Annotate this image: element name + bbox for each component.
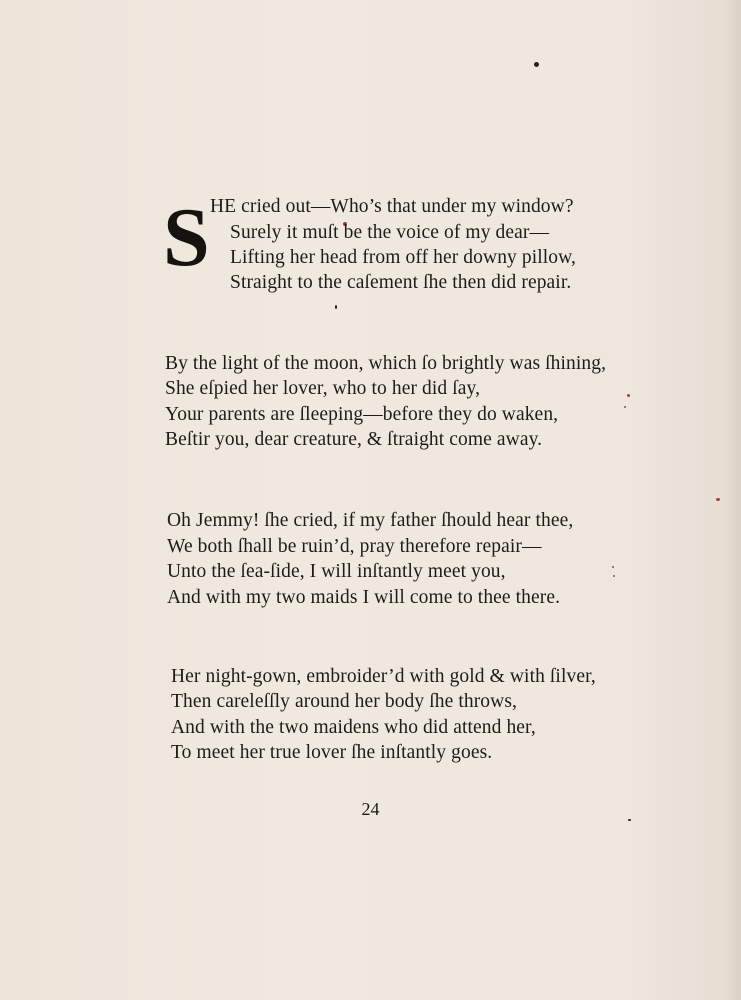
ink-speck-red: [716, 498, 720, 501]
poem-line: HE cried out—Who’s that under my window?: [210, 196, 574, 217]
poem-line: To meet her true lover ſhe inſtantly goes.: [171, 742, 493, 763]
page-edge-shadow: [723, 0, 741, 1000]
ink-speck-red: [613, 575, 615, 577]
poem-line: Her night-gown, embroider’d with gold & with ſilver,: [171, 666, 596, 687]
poem-line: Surely it muſt be the voice of my dear—: [230, 222, 550, 243]
poem-line: Unto the ſea-ſide, I will inſtantly meet you,: [167, 561, 506, 582]
poem-line: She eſpied her lover, who to her did ſay,: [165, 378, 481, 399]
poem-line: And with my two maids I will come to thee there.: [167, 587, 561, 608]
poem-line: Beſtir you, dear creature, & ſtraight come away.: [165, 429, 543, 450]
poem-line: Straight to the caſement ſhe then did repair.: [230, 272, 572, 293]
poem-line: By the light of the moon, which ſo brightly was ſhining,: [165, 353, 607, 374]
ink-speck-red: [624, 406, 626, 408]
page-number: 24: [361, 799, 380, 819]
poem-line: Then careleſſly around her body ſhe throws,: [171, 691, 517, 712]
poem-line: And with the two maidens who did attend her,: [171, 717, 536, 738]
poem-line: We both ſhall be ruin’d, pray therefore repair—: [167, 536, 542, 557]
ink-speck-red: [627, 394, 630, 397]
ink-speck: [335, 305, 337, 309]
ink-speck: [534, 62, 539, 67]
drop-cap: S: [163, 191, 210, 284]
poem-line: Lifting her head from off her downy pillow,: [230, 247, 577, 268]
ink-speck-red: [612, 566, 614, 568]
poem-line: Oh Jemmy! ſhe cried, if my father ſhould hear thee,: [167, 510, 574, 531]
poem-line: Your parents are ſleeping—before they do waken,: [165, 404, 559, 425]
